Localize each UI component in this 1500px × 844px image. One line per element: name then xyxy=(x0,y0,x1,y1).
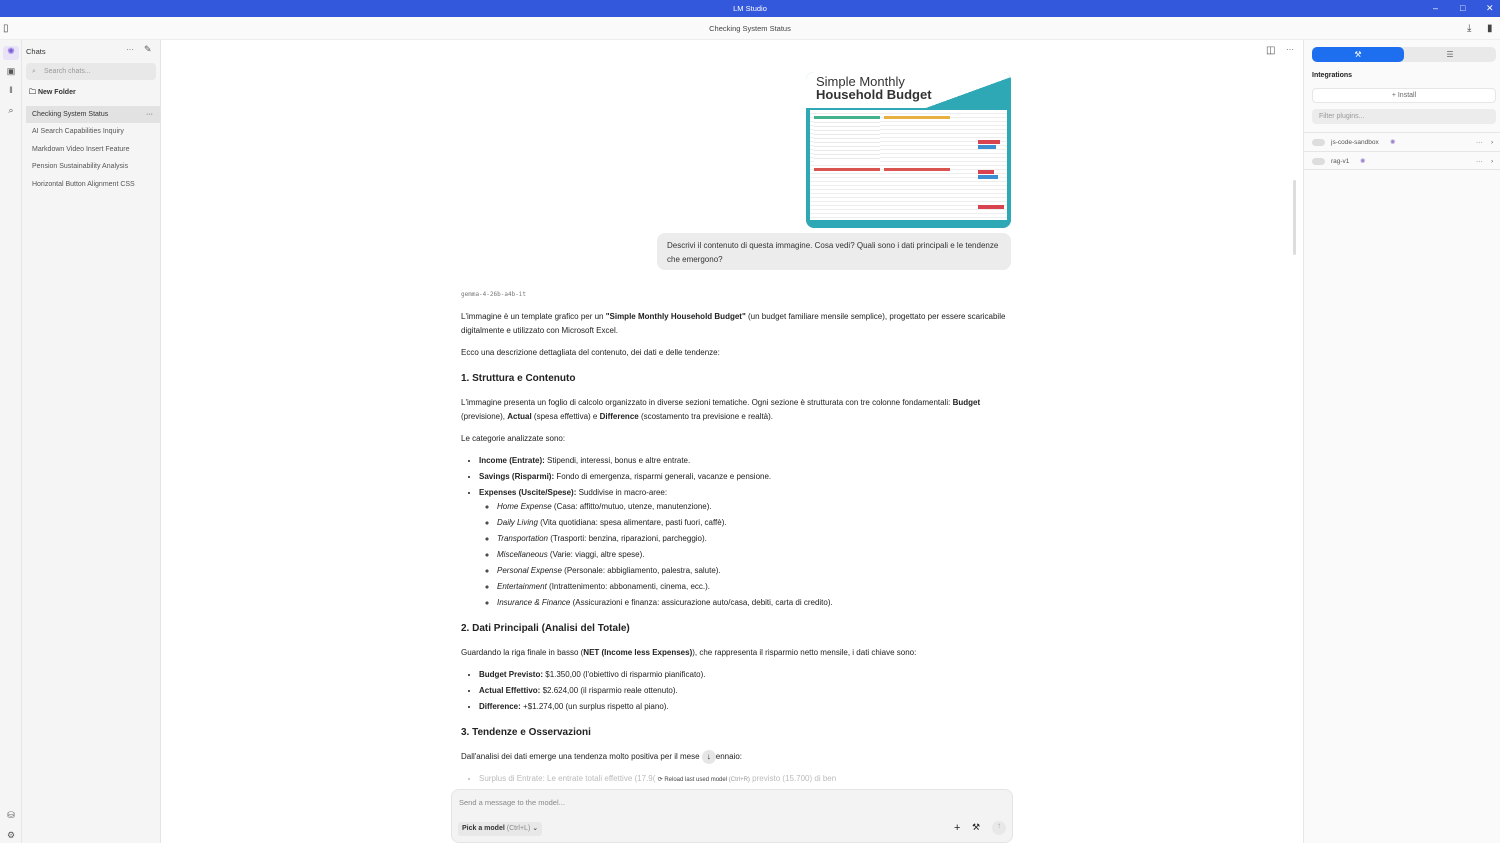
section-title: Integrations xyxy=(1312,72,1353,79)
title-bar xyxy=(0,0,1500,17)
expense-sublist xyxy=(497,500,1006,610)
chat-options-icon[interactable]: ··· xyxy=(146,111,153,118)
user-message: Descrivi il contenuto di questa immagine. Cosa vedi? Quali sono i dati principali e le tendenze che emergono? xyxy=(657,233,1011,270)
search-icon: ⌕ xyxy=(32,68,36,75)
list-item: ◦ Home Expense (Casa: affitto/mutuo, utenze, manutenzione). xyxy=(497,500,1006,514)
section-heading: 2. Dati Principali (Analisi del Totale) xyxy=(461,623,630,634)
icon-rail xyxy=(0,40,22,843)
chat-item[interactable]: Pension Sustainability Analysis xyxy=(32,163,129,170)
list-item: • Actual Effettivo: $2.624,00 (il risparmio reale ottenuto). xyxy=(479,684,1006,698)
more-options-icon[interactable]: ··· xyxy=(1286,45,1294,54)
maximize-icon[interactable]: □ xyxy=(1460,3,1466,13)
list-item: ◦ Insurance & Finance (Assicurazioni e finanza: assicurazione auto/casa, debiti, carta di credito). xyxy=(497,596,1006,610)
plugin-options-icon[interactable]: ··· xyxy=(1476,139,1483,146)
list-item: ◦ Personal Expense (Personale: abbigliamento, palestra, salute). xyxy=(497,564,1006,578)
chats-panel xyxy=(22,40,161,843)
list-item: • Savings (Risparmi): Fondo di emergenza, risparmi generali, vacanze e pensione. xyxy=(479,470,1006,484)
download-icon[interactable]: ⤓ xyxy=(1467,23,1472,34)
plugin-icon: ✺ xyxy=(1360,158,1366,165)
list-item: ◦ Miscellaneous (Varie: viaggi, altre spese). xyxy=(497,548,1006,562)
chat-icon[interactable]: ✺ xyxy=(3,46,19,60)
toggle-right-panel-icon[interactable]: ▮ xyxy=(1487,23,1493,34)
chevron-right-icon[interactable]: › xyxy=(1491,139,1494,146)
send-icon[interactable]: ↑ xyxy=(992,821,1006,835)
chat-item[interactable]: Horizontal Button Alignment CSS xyxy=(32,181,135,188)
list-item: • Difference: +$1.274,00 (un surplus rispetto al piano). xyxy=(479,700,1006,714)
tab-settings[interactable] xyxy=(1404,47,1496,62)
new-folder-button[interactable]: 🗀 New Folder xyxy=(29,89,76,96)
category-list xyxy=(479,454,1006,610)
message-composer xyxy=(451,789,1013,843)
scrollbar[interactable] xyxy=(1293,180,1296,255)
chat-title: Checking System Status xyxy=(709,24,791,33)
plugin-row[interactable]: rag-v1 ✺ ··· › xyxy=(1304,151,1500,170)
panel-tabs xyxy=(1312,47,1496,62)
split-view-icon[interactable]: ◫ xyxy=(1266,45,1276,56)
section-heading: 1. Struttura e Contenuto xyxy=(461,373,576,384)
assistant-message: gemma-4-26b-a4b-it L'immagine è un template grafico per un "Simple Monthly Household Budget" (un budget familiare mensile semplice), progettato per essere scaricabile digitalmente e utilizzato con Microsoft Excel. Ecco una descrizione dettagliata del contenuto, dei dati e delle tendenze: 1. Struttura e Contenuto L'immagine presenta un foglio di calcolo organizzato in diverse sezioni tematiche. Ogni sezione è strutturata con tre colonne fondamentali: Budget (previsione), Actual (spesa effettiva) e Difference (scostamento tra previsione e realtà). Le categorie analizzate sono: • Income (Entrate): Stipendi, interessi, bonus e altre entrate. • Savings (Risparmi): Fondo di emergenza, risparmi generali, vacanze e pensione. • Expenses (Uscite/Spese): Suddivise in macro-aree: ◦ Home Expense (Casa: affitto/mutuo, utenze, manutenzione). ◦ Daily Living (Vita quotidiana: spesa alimentare, pasti fuori, caffè). ◦ Transportation (Trasporti: benzina, riparazioni, parcheggio). ◦ Miscellaneous (Varie: viaggi, altre spese). ◦ Personal Expense (Personale: abbigliamento, palestra, salute). ◦ Entertainment (Intrattenimento: abbonamenti, cinema, ecc.). ◦ Insurance & Finance (Assicurazioni e finanza: assicurazione auto/casa, debiti, carta di credito). 2. Dati Principali (Analisi del Totale) Guardando la riga finale in basso (NET (Income less Expenses)), che rappresenta il risparmio netto mensile, i dati chiave sono: • Budget Previsto: $1.350,00 (l'obiettivo di risparmio pianificato). • Actual Effettivo: $2.624,00 (il risparmio reale ottenuto). • Difference: +$1.274,00 (un surplus rispetto al piano). 3. Tendenze e Osservazioni Dall'analisi dei dati emerge una tendenza molto positiva per il mese ↓ ennaio: • Surplus di Entrate: Le entrate totali effettive (17.9( ⟳ Reload last used model (Ctrl+R) previsto (15.700) di ben xyxy=(461,288,1006,795)
reload-model-tooltip[interactable]: ⟳ Reload last used model (Ctrl+R) xyxy=(657,777,750,783)
chevron-down-icon: ⌄ xyxy=(532,825,539,832)
developer-icon[interactable]: ▣ xyxy=(6,66,16,76)
install-button[interactable]: + Install xyxy=(1312,88,1496,103)
image-title: Simple Monthly Household Budget xyxy=(816,74,932,102)
add-icon[interactable]: + xyxy=(954,822,961,834)
chat-item[interactable]: Checking System Status ··· xyxy=(26,106,161,123)
model-picker[interactable]: Pick a model (Ctrl+L) ⌄ xyxy=(458,822,542,836)
wrench-icon: ⚒ xyxy=(1354,50,1362,59)
list-item: • Income (Entrate): Stipendi, interessi, bonus e altre entrate. xyxy=(479,454,1006,468)
list-item: ◦ Entertainment (Intrattenimento: abbonamenti, cinema, ecc.). xyxy=(497,580,1006,594)
plugin-row[interactable]: js-code-sandbox ✺ ··· › xyxy=(1304,132,1500,151)
tab-integrations[interactable] xyxy=(1312,47,1404,62)
folder-icon: 🗀 xyxy=(29,89,38,96)
toggle-sidebar-icon[interactable]: ▯ xyxy=(3,23,9,34)
chevron-right-icon[interactable]: › xyxy=(1491,158,1494,165)
chat-item[interactable]: AI Search Capabilities Inquiry xyxy=(32,128,124,135)
chat-area xyxy=(161,40,1303,843)
key-data-list xyxy=(479,668,1006,714)
list-item: ◦ Transportation (Trasporti: benzina, riparazioni, parcheggio). xyxy=(497,532,1006,546)
downloads-icon[interactable]: ⛁ xyxy=(7,810,15,820)
plugin-icon: ✺ xyxy=(1390,139,1396,146)
list-item: ◦ Daily Living (Vita quotidiana: spesa alimentare, pasti fuori, caffè). xyxy=(497,516,1006,530)
sliders-icon: ☰ xyxy=(1446,50,1454,59)
app-title: LM Studio xyxy=(733,4,767,13)
more-icon[interactable]: ··· xyxy=(126,45,134,54)
plugin-options-icon[interactable]: ··· xyxy=(1476,158,1483,165)
close-icon[interactable]: ✕ xyxy=(1486,3,1494,13)
plugin-toggle[interactable] xyxy=(1312,139,1325,146)
spreadsheet-preview xyxy=(810,110,1007,220)
discover-icon[interactable]: ⌕ xyxy=(8,105,14,115)
search-chats-input[interactable]: ⌕ Search chats... xyxy=(26,63,156,80)
minimize-icon[interactable]: – xyxy=(1433,3,1439,13)
list-item: • Surplus di Entrate: Le entrate totali effettive (17.9( ⟳ Reload last used model (Ctrl+R) previsto (15.700) di ben xyxy=(479,772,1006,787)
chat-header xyxy=(0,17,1500,40)
models-icon[interactable]: ‖ xyxy=(9,85,13,95)
chat-item[interactable]: Markdown Video Insert Feature xyxy=(32,146,130,153)
filter-plugins-input[interactable]: Filter plugins... xyxy=(1312,109,1496,124)
plugin-toggle[interactable] xyxy=(1312,158,1325,165)
settings-icon[interactable]: ⚙ xyxy=(6,830,16,840)
list-item: • Expenses (Uscite/Spese): Suddivise in macro-aree: ◦ Home Expense (Casa: affitto/mutuo, utenze, manutenzione). ◦ Daily Living (Vita quotidiana: spesa alimentare, pasti fuori, caffè). ◦ Transportation (Trasporti: benzina, riparazioni, parcheggio). ◦ Miscellaneous (Varie: viaggi, altre spese). ◦ Personal Expense (Personale: abbigliamento, palestra, salute). ◦ Entertainment (Intrattenimento: abbonamenti, cinema, ecc.). ◦ Insurance & Finance (Assicurazioni e finanza: assicurazione auto/casa, debiti, carta di credito). xyxy=(479,486,1006,610)
model-name: gemma-4-26b-a4b-it xyxy=(461,291,527,298)
list-item: • Budget Previsto: $1.350,00 (l'obiettivo di risparmio pianificato). xyxy=(479,668,1006,682)
section-heading: 3. Tendenze e Osservazioni xyxy=(461,727,591,738)
new-chat-icon[interactable]: ✎ xyxy=(144,44,152,54)
tools-icon[interactable]: ⚒ xyxy=(972,822,981,832)
right-panel xyxy=(1303,40,1500,843)
message-input[interactable]: Send a message to the model... xyxy=(459,798,565,807)
chats-header: Chats xyxy=(26,47,46,56)
scroll-down-icon[interactable]: ↓ xyxy=(702,750,716,764)
attached-image[interactable] xyxy=(806,72,1011,228)
